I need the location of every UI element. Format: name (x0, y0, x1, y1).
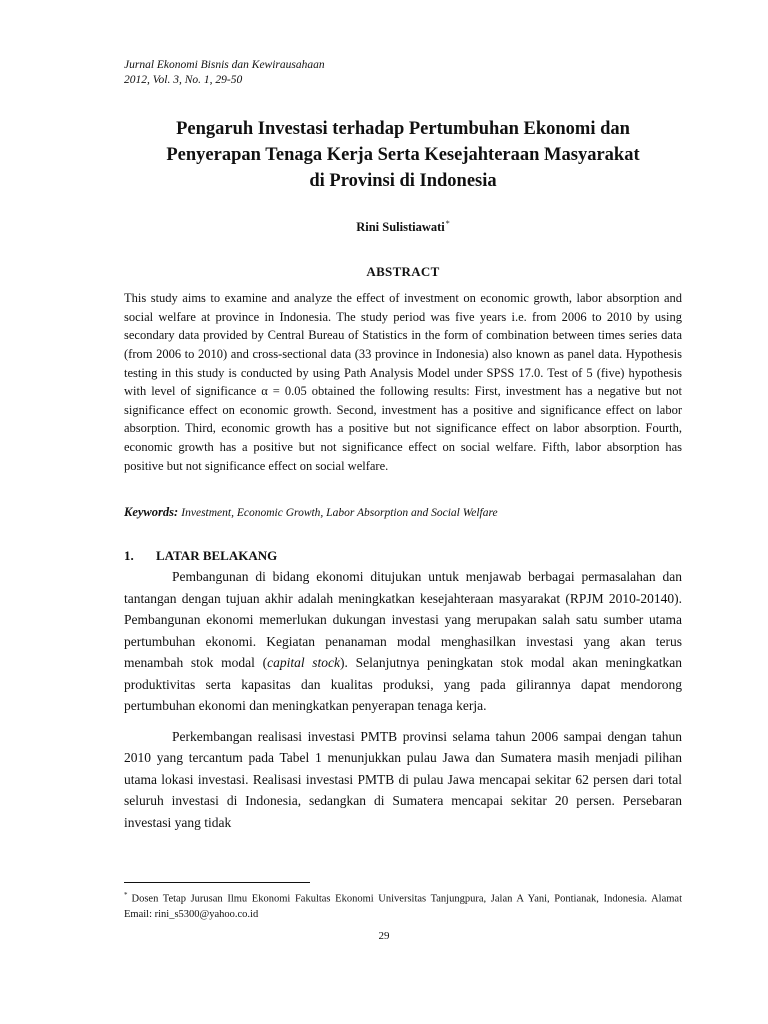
journal-name: Jurnal Ekonomi Bisnis dan Kewirausahaan (124, 59, 325, 71)
title-line-3: di Provinsi di Indonesia (309, 171, 497, 191)
body-paragraph-1 (124, 566, 682, 717)
paragraph-1-part-b: ). Selanjutnya peningkatan stok modal akan meningkatkan produktivitas serta kapasitas dan kualitas produksi, yang pada gilirannya dapat mendorong pertumbuhan ekonomi dan meningkatkan penyerapan tenaga kerja. (124, 655, 682, 714)
abstract-heading: ABSTRACT (366, 264, 440, 280)
journal-issue: 2012, Vol. 3, No. 1, 29-50 (124, 74, 243, 86)
abstract-text: This study aims to examine and analyze the effect of investment on economic growth, labor absorption and social welfare at province in Indonesia. The study period was five years i.e. from 2006 to 2010 by using secondary data provided by Central Bureau of Statistics in the form of combination between times series data (from 2006 to 2010) and cross-sectional data (33 province in Indonesia) also known as panel data. Hypothesis testing in this study is conducted by using Path Analysis Model under SPSS 17.0. Test of 5 (five) hypothesis with level of significance α = 0.05 obtained the following results: First, investment has a negative but not significance effect on economic growth. Second, investment has a positive and significance effect on labor absorption. Third, economic growth has a positive but not significance effect on labor absorption. Fourth, economic growth has a positive but not significance effect on social welfare. Fifth, labor absorption has positive but not significance effect on social welfare. (124, 291, 682, 473)
paper-title (124, 116, 682, 194)
keywords-label: Keywords: (124, 505, 179, 520)
journal-header (124, 58, 682, 88)
footnote-text: Dosen Tetap Jurusan Ilmu Ekonomi Fakultas Ekonomi Universitas Tanjungpura, Jalan A Yani, Pontianak, Indonesia. Alamat Email: rini_s5300@yahoo.co.id (124, 893, 682, 920)
paragraph-1-italic-term: capital stock (267, 655, 341, 671)
body-paragraph-2: Perkembangan realisasi investasi PMTB provinsi selama tahun 2006 sampai dengan tahun 2010 yang tercantum pada Tabel 1 menunjukkan pulau Jawa dan Sumatera masih menjadi pilihan utama lokasi investasi. Realisasi investasi PMTB di pulau Jawa mencapai sekitar 62 persen dari total seluruh investasi di Indonesia, sedangkan di Sumatera mencapai sekitar 20 persen. Persebaran investasi yang tidak (124, 728, 682, 830)
footnote-divider (124, 882, 310, 883)
title-line-1: Pengaruh Investasi terhadap Pertumbuhan Ekonomi dan (176, 119, 630, 139)
footnote-mark: * (124, 891, 128, 899)
page-number: 29 (378, 930, 390, 942)
section-title: LATAR BELAKANG (156, 548, 278, 564)
section-heading (124, 548, 682, 564)
footnote (124, 888, 682, 922)
paragraph-1-part-a: Pembangunan di bidang ekonomi ditujukan untuk menjawab berbagai permasalahan dan tantangan dengan tujuan akhir adalah meningkatkan kesejahteraan masyarakat (RPJM 2010-20140). Pembangunan ekonomi memerlukan dukungan investasi yang merupakan salah satu sumber utama pertumbuhan ekonomi. Kegiatan penanaman modal menghasilkan investasi yang akan terus menambah stok modal ( (124, 569, 682, 671)
title-line-2: Penyerapan Tenaga Kerja Serta Kesejahteraan Masyarakat (166, 145, 640, 165)
keywords-text: Investment, Economic Growth, Labor Absorption and Social Welfare (181, 507, 498, 520)
author-name: Rini Sulistiawati (356, 220, 445, 235)
section-number: 1. (124, 548, 134, 564)
author (124, 219, 682, 235)
author-footnote-mark: * (445, 219, 450, 228)
keywords (124, 505, 682, 520)
